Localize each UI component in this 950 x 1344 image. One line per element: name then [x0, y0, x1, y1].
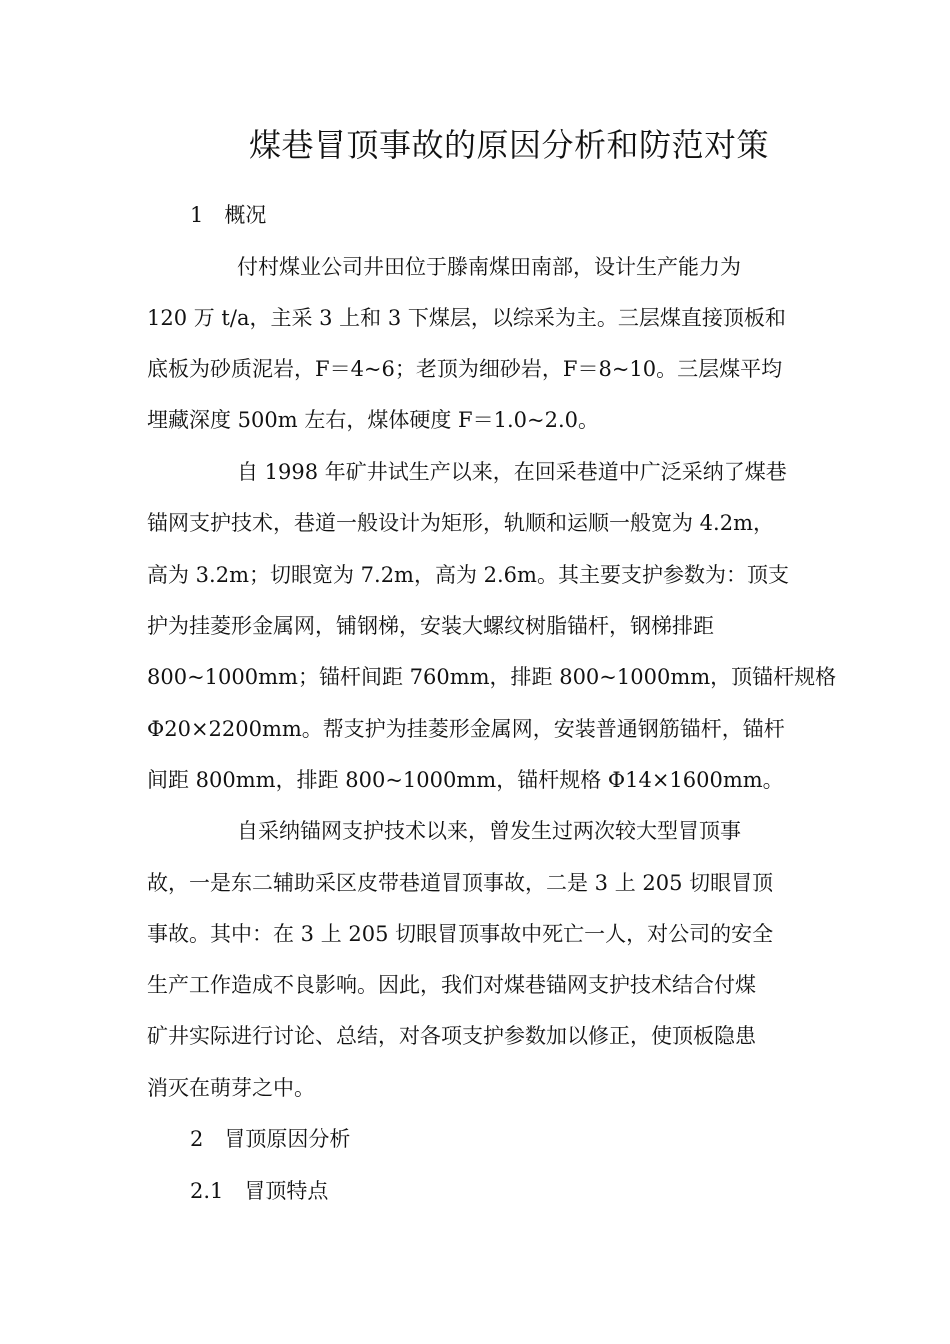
paragraph-line: 护为挂菱形金属网，铺钢梯，安装大螺纹树脂锚杆，钢梯排距 — [147, 614, 714, 638]
paragraph-line: 间距 800mm，排距 800~1000mm，锚杆规格 Φ14×1600mm。 — [147, 768, 784, 792]
paragraph-line: 付村煤业公司井田位于滕南煤田南部，设计生产能力为 — [237, 255, 741, 279]
paragraph-line: 生产工作造成不良影响。因此，我们对煤巷锚网支护技术结合付煤 — [147, 973, 756, 997]
paragraph-line: 埋藏深度 500m 左右，煤体硬度 F＝1.0~2.0。 — [147, 408, 599, 432]
paragraph-line: Φ20×2200mm。帮支护为挂菱形金属网，安装普通钢筋锚杆，锚杆 — [147, 717, 785, 741]
paragraph-line: 消灭在萌芽之中。 — [147, 1076, 315, 1100]
section-heading-1: 1 概况 — [190, 203, 267, 227]
paragraph-line: 高为 3.2m；切眼宽为 7.2m，高为 2.6m。其主要支护参数为：顶支 — [147, 563, 789, 587]
paragraph-line: 自 1998 年矿井试生产以来，在回采巷道中广泛采纳了煤巷 — [237, 460, 787, 484]
paragraph-line: 锚网支护技术，巷道一般设计为矩形，轨顺和运顺一般宽为 4.2m， — [147, 511, 774, 535]
subsection-heading-2-1: 2.1 冒顶特点 — [190, 1179, 329, 1203]
paragraph-line: 120 万 t/a，主采 3 上和 3 下煤层，以综采为主。三层煤直接顶板和 — [147, 306, 786, 330]
paragraph-line: 800~1000mm；锚杆间距 760mm，排距 800~1000mm，顶锚杆规格 — [147, 665, 837, 689]
paragraph-line: 故，一是东二辅助采区皮带巷道冒顶事故，二是 3 上 205 切眼冒顶 — [147, 871, 774, 895]
paragraph-line: 底板为砂质泥岩，F＝4~6；老顶为细砂岩，F＝8~10。三层煤平均 — [147, 357, 783, 381]
document-title: 煤巷冒顶事故的原因分析和防范对策 — [248, 126, 769, 164]
paragraph-line: 自采纳锚网支护技术以来，曾发生过两次较大型冒顶事 — [237, 819, 741, 843]
section-heading-2: 2 冒顶原因分析 — [190, 1127, 351, 1151]
paragraph-line: 矿井实际进行讨论、总结，对各项支护参数加以修正，使顶板隐患 — [147, 1024, 756, 1048]
paragraph-line: 事故。其中：在 3 上 205 切眼冒顶事故中死亡一人，对公司的安全 — [147, 922, 774, 946]
